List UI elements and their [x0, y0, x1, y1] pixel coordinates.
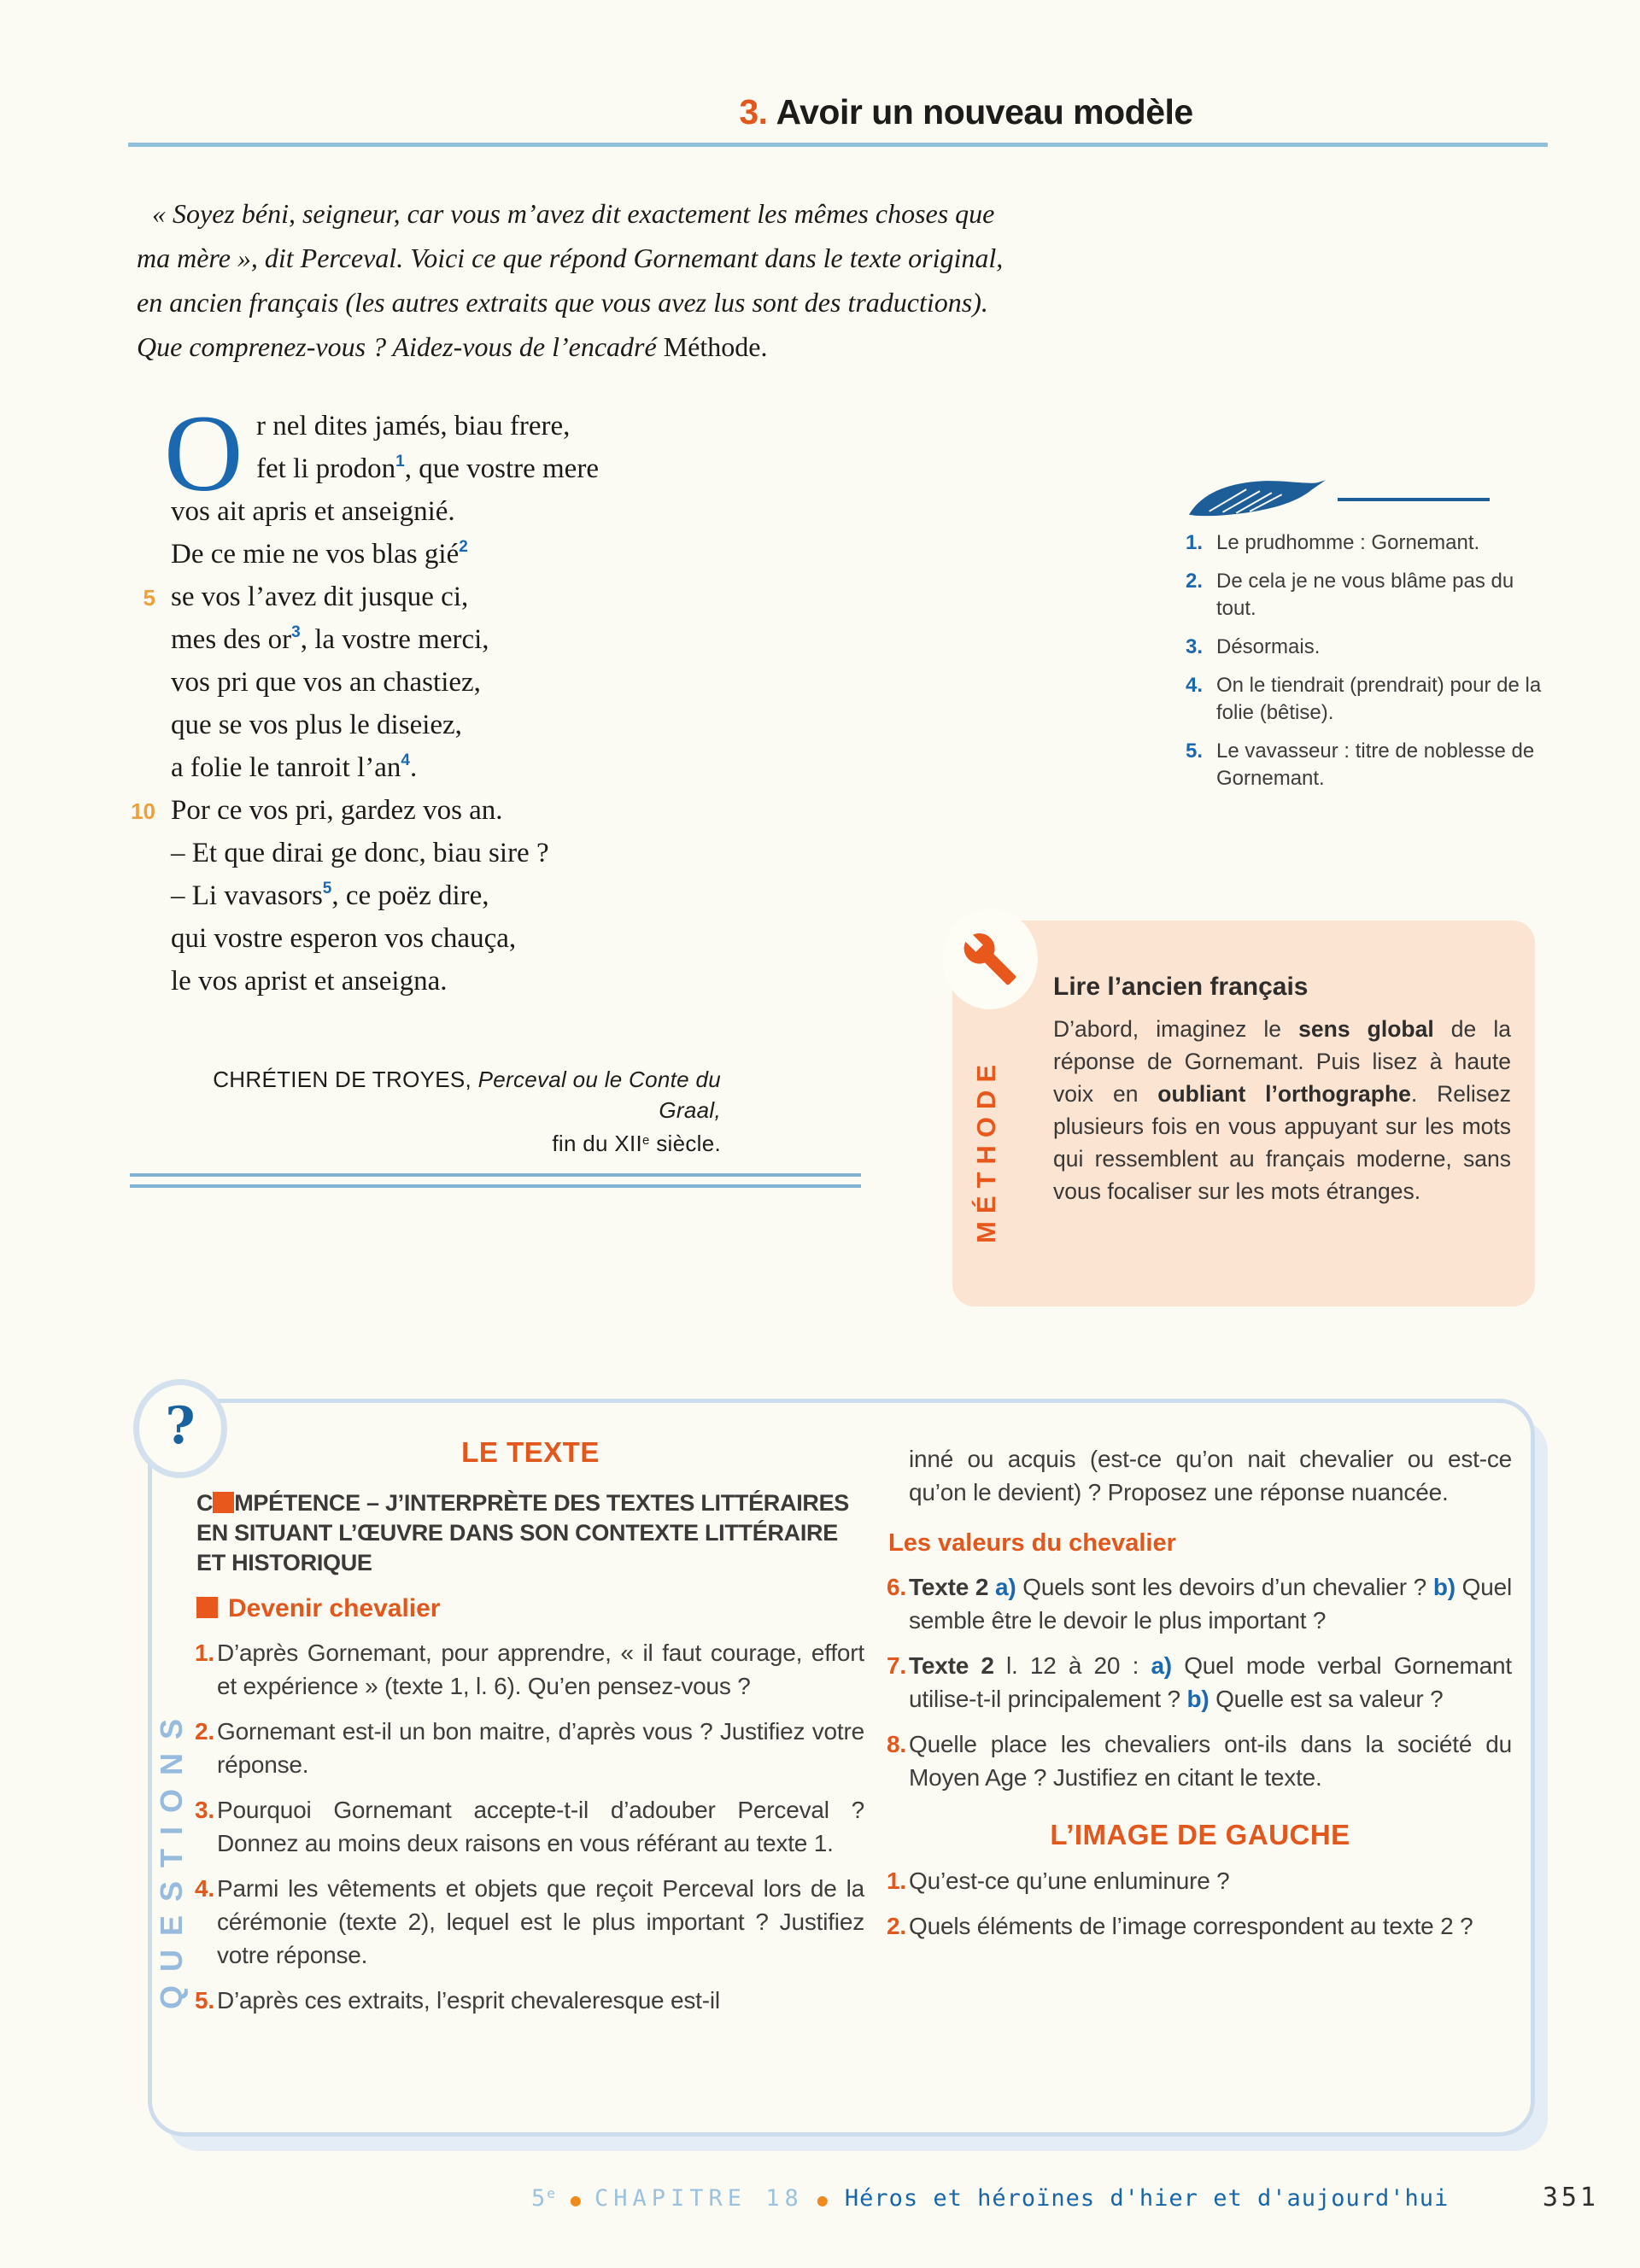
methode-badge	[942, 909, 1038, 1009]
methode-box	[952, 921, 1535, 1306]
notes-header	[1186, 475, 1553, 529]
poem-line	[120, 832, 931, 874]
footnote-text: Le prudhomme : Gornemant.	[1216, 531, 1480, 554]
bullet-icon: ●	[817, 2189, 828, 2210]
bullet-icon: ●	[570, 2189, 581, 2210]
question-number: 3.	[195, 1797, 214, 1823]
poem-line	[120, 661, 931, 704]
footnote	[1186, 672, 1553, 727]
page-footer	[531, 2183, 1599, 2212]
methode-body-bold: oubliant l’orthographe	[1157, 1081, 1411, 1107]
drop-cap: O	[164, 393, 243, 514]
question-text: Quelle place les chevaliers ont-ils dans la société du Moyen Age ? Justifiez en citant le texte.	[909, 1731, 1512, 1791]
footnote	[1186, 529, 1553, 557]
footnotes-panel	[1186, 475, 1553, 804]
question-text: Quel mode verbal Gornemant utilise-t-il principalement ?	[909, 1652, 1512, 1712]
footnote-text: Le vavasseur : titre de noblesse de Gornemant.	[1216, 739, 1535, 790]
question-item	[888, 1909, 1512, 1943]
question-item	[196, 1715, 864, 1781]
footnote-number: 5.	[1186, 739, 1204, 763]
question-item	[888, 1570, 1512, 1637]
wrench-icon	[962, 931, 1018, 987]
page-title	[384, 92, 1548, 132]
footnote	[1186, 738, 1553, 792]
footnote-number: 1.	[1186, 531, 1204, 554]
questions-panel	[148, 1396, 1535, 2136]
page-number: 351	[1542, 2183, 1599, 2212]
verse-text: De ce mie ne vos blas gié	[171, 539, 460, 570]
subheading-text: Devenir chevalier	[228, 1594, 441, 1622]
footnote-number: 3.	[1186, 635, 1204, 658]
question-item	[888, 1649, 1512, 1716]
grade-number: 5	[531, 2185, 548, 2212]
question-number: 2.	[887, 1913, 906, 1939]
intro-line: en ancien français (les autres extraits que vous avez lus sont des traductions).	[137, 287, 988, 318]
verse-text: qui vostre esperon vos chauça,	[171, 923, 517, 954]
header-rule	[128, 143, 1548, 147]
footnote-ref: 4	[401, 751, 410, 769]
methode-vertical-label: MÉTHODE	[971, 1057, 1001, 1243]
question-number: 6.	[887, 1574, 906, 1600]
questions-right-column	[888, 1435, 1512, 1943]
le-texte-heading: LE TEXTE	[461, 1436, 600, 1468]
question-number: 1.	[887, 1868, 906, 1894]
poem-line	[120, 618, 931, 661]
verse-number: 5	[143, 585, 155, 611]
question-number: 2.	[195, 1718, 214, 1745]
poem-text	[120, 393, 931, 1002]
verse-text: a folie le tanroit l’an	[171, 752, 401, 783]
verse-text: – Et que dirai ge donc, biau sire ?	[171, 838, 549, 868]
question-number: 5.	[195, 1987, 214, 2014]
ordinal-superscript: e	[642, 1133, 650, 1148]
questions-vertical-label: QUESTIONS	[154, 1704, 189, 2009]
question-text: D’après Gornemant, pour apprendre, « il faut courage, effort et expérience » (texte 1, l. 6). Qu’en pensez-vous ?	[217, 1640, 864, 1699]
section-divider-rule	[130, 1173, 861, 1177]
verse-text: r nel dites jamés, biau frere,	[256, 411, 571, 441]
competence-statement	[196, 1488, 864, 1578]
notes-rule	[1338, 498, 1490, 501]
intro-line: ma mère », dit Perceval. Voici ce que répond Gornemant dans le texte original,	[137, 243, 1004, 273]
footnote-ref: 3	[291, 623, 301, 641]
image-de-gauche-heading: L’IMAGE DE GAUCHE	[1050, 1819, 1350, 1850]
verse-text: fet li prodon	[256, 453, 396, 484]
poem-line	[120, 533, 931, 576]
verse-text: Por ce vos pri, gardez vos an.	[171, 795, 503, 826]
verse-text: que se vos plus le diseiez,	[171, 710, 462, 740]
question-mark-icon: ?	[133, 1379, 227, 1478]
section-number: 3.	[739, 92, 768, 132]
question-text: Quels sont les devoirs d’un chevalier ?	[1022, 1574, 1433, 1600]
question-text: Quels éléments de l’image correspondent au texte 2 ?	[909, 1913, 1473, 1939]
verse-text: mes des or	[171, 624, 292, 655]
methode-body	[1053, 1013, 1511, 1207]
question-text: Parmi les vêtements et objets que reçoit Perceval lors de la cérémonie (texte 2), lequel est le plus important ? Justifiez votre réponse.	[217, 1875, 864, 1968]
verse-text: , la vostre merci,	[300, 624, 489, 655]
orange-square-icon	[213, 1492, 234, 1513]
question-text: Qu’est-ce qu’une enluminure ?	[909, 1868, 1230, 1894]
verse-text: vos ait apris et anseignié.	[171, 496, 455, 527]
grade-superscript: e	[547, 2185, 557, 2201]
footnote-text: De cela je ne vous blâme pas du tout.	[1216, 570, 1514, 620]
poem-line	[120, 746, 931, 789]
sub-question-letter: a)	[995, 1574, 1023, 1600]
methode-body-bold: sens global	[1298, 1016, 1434, 1042]
sub-question-letter: a)	[1151, 1652, 1185, 1679]
intro-paragraph	[137, 191, 1170, 369]
sub-question-letter: b)	[1432, 1574, 1462, 1600]
verse-number: 10	[131, 798, 155, 824]
methode-body-text: D’abord, imaginez le	[1053, 1016, 1299, 1042]
verse-text: , que vostre mere	[404, 453, 599, 484]
footnote-ref: 1	[395, 453, 405, 471]
question-text: Quelle est sa valeur ?	[1215, 1686, 1444, 1712]
texte-ref: Texte 2	[909, 1574, 995, 1600]
question-text: Gornemant est-il un bon maitre, d’après vous ? Justifiez votre réponse.	[217, 1718, 864, 1778]
footnote	[1186, 634, 1553, 661]
poem-line	[120, 789, 931, 832]
sub-question-letter: b)	[1186, 1686, 1216, 1712]
question-number: 1.	[195, 1640, 214, 1666]
question-text: Pourquoi Gornemant accepte-t-il d’adouber Perceval ? Donnez au moins deux raisons en vous référant au texte 1.	[217, 1797, 864, 1856]
feather-icon	[1186, 475, 1329, 524]
methode-body-text: . Relisez plusieurs fois en vous appuyant sur les mots qui ressemblent au français moderne, sans vous focaliser sur les mots étranges.	[1053, 1081, 1511, 1204]
question-number: 8.	[887, 1731, 906, 1757]
intro-line	[137, 324, 1170, 369]
question-number: 7.	[887, 1652, 906, 1679]
orange-square-icon	[196, 1597, 218, 1618]
poem-line	[120, 490, 931, 533]
competence-text: MPÉTENCE – J’INTERPRÈTE DES TEXTES LITTÉRAIRES EN SITUANT L’ŒUVRE DANS SON CONTEXTE LITTÉRAIRE ET HISTORIQUE	[196, 1490, 850, 1575]
question-item	[196, 1636, 864, 1703]
verse-text: vos pri que vos an chastiez,	[171, 667, 481, 698]
verse-text: le vos aprist et anseigna.	[171, 966, 448, 997]
footnote-number: 4.	[1186, 674, 1204, 697]
verse-text: , ce poëz dire,	[331, 880, 489, 911]
attribution	[171, 1064, 721, 1159]
intro-line: « Soyez béni, seigneur, car vous m’avez dit exactement les mêmes choses que	[152, 198, 995, 229]
attribution-date: fin du XII	[552, 1131, 643, 1156]
question-continuation: inné ou acquis (est-ce qu’on nait chevalier ou est-ce qu’on le devient) ? Proposez une réponse nuancée.	[909, 1446, 1512, 1505]
questions-left-column	[196, 1435, 864, 2017]
verse-text: .	[409, 752, 418, 783]
question-text: D’après ces extraits, l’esprit chevaleresque est-il	[217, 1987, 720, 2014]
attribution-author: CHRÉTIEN DE TROYES,	[213, 1067, 478, 1092]
valeurs-chevalier-subheading: Les valeurs du chevalier	[888, 1529, 1176, 1557]
question-item	[888, 1727, 1512, 1794]
verse-text: – Li vavasors	[171, 880, 323, 911]
poem-line	[120, 576, 931, 618]
poem-line	[120, 960, 931, 1002]
question-item	[196, 1872, 864, 1972]
competence-text: C	[196, 1490, 214, 1516]
footnote-number: 2.	[1186, 570, 1204, 593]
poem-line	[120, 874, 931, 917]
verse-text: se vos l’avez dit jusque ci,	[171, 582, 469, 612]
footnote-ref: 2	[459, 538, 468, 556]
footnote-text: Désormais.	[1216, 635, 1321, 658]
poem-line	[120, 447, 931, 490]
devenir-chevalier-subheading	[196, 1593, 864, 1624]
footnote-ref: 5	[322, 880, 332, 897]
attribution-work-title: Perceval ou le Conte du Graal,	[477, 1067, 721, 1123]
question-text: l. 12 à 20 :	[993, 1652, 1151, 1679]
footnote-text: On le tiendrait (prendrait) pour de la folie (bêtise).	[1216, 674, 1542, 724]
question-item	[888, 1864, 1512, 1897]
chapter-label: CHAPITRE 18	[594, 2185, 804, 2212]
question-item	[196, 1793, 864, 1860]
intro-line-italic: Que comprenez-vous ? Aidez-vous de l’encadré	[137, 331, 664, 362]
footnote	[1186, 568, 1553, 623]
poem-line	[120, 917, 931, 960]
question-item	[196, 1984, 864, 2017]
question-text: Quel semble être le devoir le plus important ?	[909, 1574, 1512, 1634]
poem-line	[120, 704, 931, 746]
grade-level	[531, 2185, 557, 2212]
texte-ref: Texte 2	[909, 1652, 994, 1679]
intro-line-roman: Méthode.	[663, 331, 768, 362]
methode-title: Lire l’ancien français	[1053, 973, 1309, 1001]
attribution-date: siècle.	[649, 1131, 721, 1156]
poem-line	[120, 405, 931, 447]
section-title: Avoir un nouveau modèle	[776, 92, 1193, 132]
methode-content	[1053, 970, 1511, 1207]
section-divider-rule	[130, 1184, 861, 1188]
question-number: 4.	[195, 1875, 214, 1902]
methode-body-text: de la réponse de Gornemant. Puis lisez à haute voix en	[1053, 1016, 1511, 1107]
chapter-title: Héros et héroïnes d'hier et d'aujourd'hui	[844, 2185, 1450, 2212]
